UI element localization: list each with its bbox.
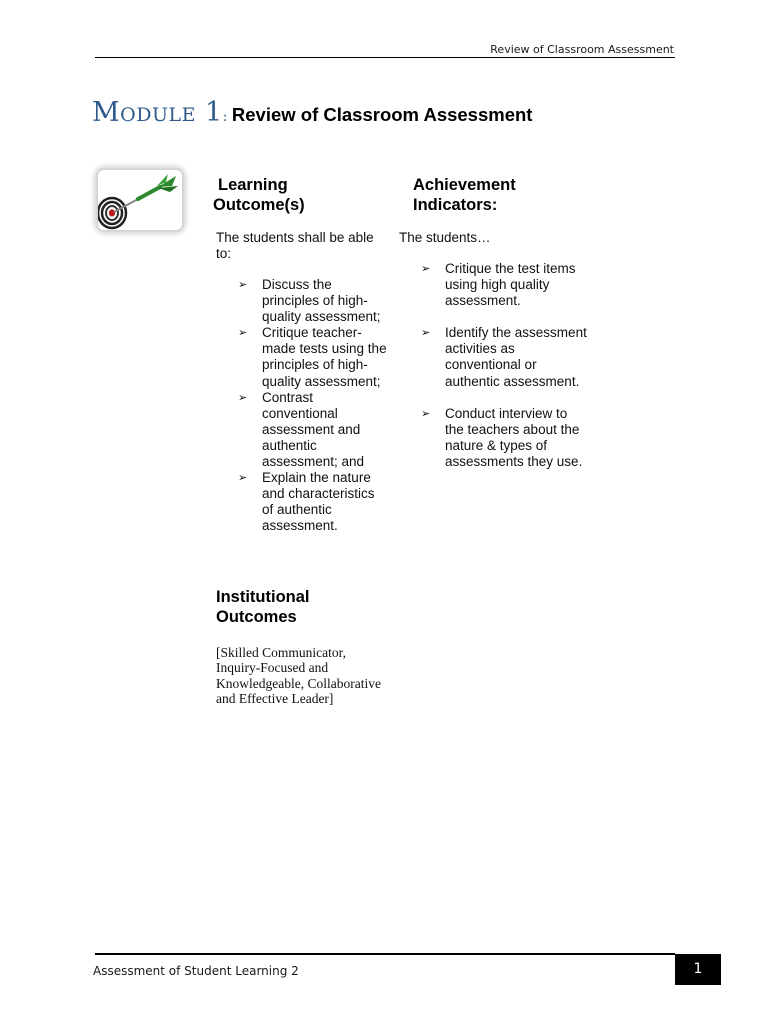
module-number: Module 1 — [92, 97, 223, 128]
arrow-bullet-icon: ➢ — [238, 471, 248, 485]
institutional-outcomes-text: [Skilled Communicator, Inquiry-Focused and Knowledgeable, Collaborative and Effective Leader] — [216, 645, 381, 707]
footer-rule — [95, 953, 675, 955]
institutional-outcomes-heading-line1: Institutional — [216, 588, 310, 606]
list-item-text: Contrast conventional assessment and authentic assessment; and — [262, 389, 365, 470]
list-item — [238, 390, 388, 470]
list-item-text: Critique the test items using high quality assessment. — [445, 261, 576, 309]
module-heading: Review of Classroom Assessment — [231, 104, 533, 125]
achievement-indicators-heading-line1: Achievement — [413, 176, 516, 194]
list-item-text: Discuss the principles of high-quality assessment; — [262, 277, 381, 325]
learning-outcomes-heading — [213, 175, 305, 215]
list-item — [421, 261, 589, 309]
footer-course-title: Assessment of Student Learning 2 — [93, 964, 299, 978]
learning-outcomes-heading-line1: Learning — [218, 176, 288, 194]
module-title — [92, 97, 532, 128]
list-item — [238, 325, 388, 389]
list-item-text: Critique teacher-made tests using the principles of high-quality assessment; — [262, 325, 387, 389]
list-item — [421, 325, 589, 389]
learning-outcomes-list — [238, 277, 388, 535]
achievement-indicators-heading — [413, 175, 516, 215]
list-item — [421, 406, 589, 470]
institutional-outcomes-heading-line2: Outcomes — [216, 608, 297, 626]
arrow-bullet-icon: ➢ — [421, 406, 431, 420]
list-item — [238, 470, 388, 534]
list-item — [238, 277, 388, 325]
arrow-bullet-icon: ➢ — [421, 262, 431, 275]
arrow-bullet-icon: ➢ — [421, 326, 431, 340]
arrow-bullet-icon: ➢ — [238, 390, 248, 404]
learning-outcomes-heading-line2: Outcome(s) — [213, 196, 305, 214]
learning-outcomes-intro: The students shall be able to: — [216, 230, 374, 261]
running-header: Review of Classroom Assessment — [490, 43, 674, 56]
list-item-text: Explain the nature and characteristics of authentic assessment. — [262, 470, 375, 534]
achievement-indicators-intro: The students… — [399, 230, 491, 245]
list-item-text: Conduct interview to the teachers about the nature & types of assessments they use. — [445, 405, 583, 469]
header-rule — [95, 57, 675, 58]
dart-target-icon — [98, 170, 182, 230]
arrow-bullet-icon: ➢ — [238, 326, 248, 340]
achievement-indicators-list — [421, 261, 589, 470]
title-colon: : — [222, 109, 228, 125]
achievement-indicators-heading-line2: Indicators: — [413, 196, 498, 214]
list-item-text: Identify the assessment activities as conventional or authentic assessment. — [445, 325, 587, 389]
page-number: 1 — [675, 954, 721, 985]
institutional-outcomes-heading — [216, 587, 310, 627]
arrow-bullet-icon: ➢ — [238, 278, 248, 291]
dart-target-image — [98, 170, 182, 230]
